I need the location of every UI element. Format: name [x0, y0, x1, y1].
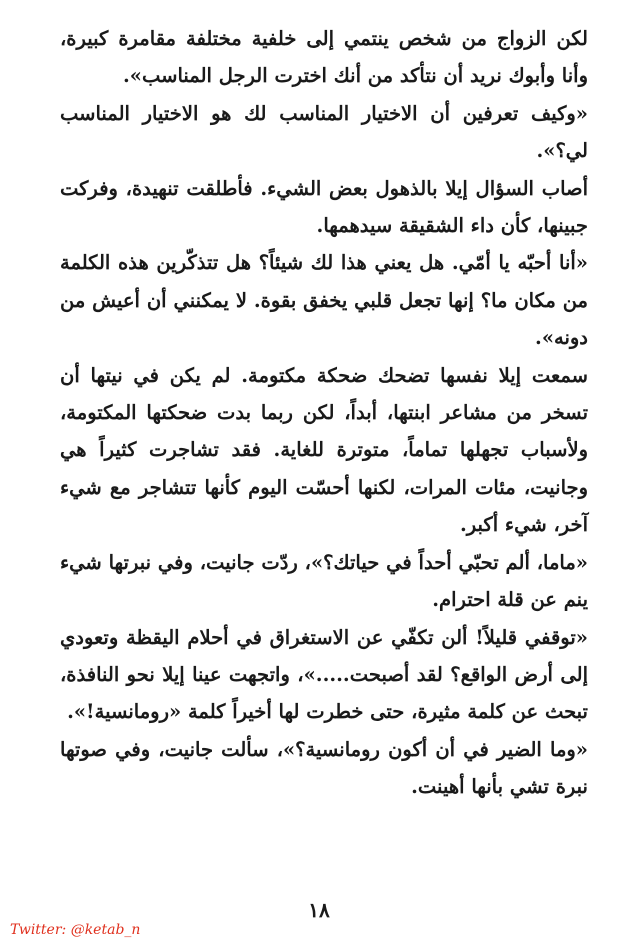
paragraph-8: «وما الضير في أن أكون رومانسية؟»، سألت جانيت، وفي صوتها نبرة تشي بأنها أهينت.	[60, 737, 588, 799]
watermark-text: Twitter: @ketab_n	[10, 922, 141, 938]
paragraph-3: أصاب السؤال إيلا بالذهول بعض الشيء. فأطلقت تنهيدة، وفركت جبينها، كأن داء الشقيقة سيدهمها.	[60, 176, 588, 238]
paragraph-5: سمعت إيلا نفسها تضحك ضحكة مكتومة. لم يكن في نيتها أن تسخر من مشاعر ابنتها، أبداً، لكن ربما بدت ضحكتها المكتومة، ولأسباب تجهلها تماماً، متوترة للغاية. فقد تشاجرت كثيراً هي وجانيت، مئات المرات، لكنها أحسّت اليوم كأنها تتشاجر مع شيء آخر، شيء أكبر.	[60, 363, 588, 537]
paragraph-1: لكن الزواج من شخص ينتمي إلى خلفية مختلفة مقامرة كبيرة، وأنا وأبوك نريد أن نتأكد من أنك اخترت الرجل المناسب».	[60, 27, 588, 88]
body-text	[60, 20, 588, 806]
paragraph-7: «توقفي قليلاً! ألن تكفّي عن الاستغراق في أحلام اليقظة وتعودي إلى أرض الواقع؟ لقد أصبحت.....»، واتجهت عينا إيلا نحو النافذة، تبحث عن كلمة مثيرة، حتى خطرت لها أخيراً كلمة «رومانسية!».	[60, 625, 588, 724]
paragraph-4: «أنا أحبّه يا أمّي. هل يعني هذا لك شيئاً؟ هل تتذكّرين هذه الكلمة من مكان ما؟ إنها تجعل قلبي يخفق بقوة. لا يمكنني أن أعيش من دونه».	[60, 251, 588, 350]
paragraph-6: «ماما، ألم تحبّي أحداً في حياتك؟»، ردّت جانيت، وفي نبرتها شيء ينم عن قلة احترام.	[60, 550, 588, 612]
page-number: ١٨	[308, 898, 330, 922]
paragraph-2: «وكيف تعرفين أن الاختيار المناسب لك هو الاختيار المناسب لي؟».	[60, 101, 588, 163]
